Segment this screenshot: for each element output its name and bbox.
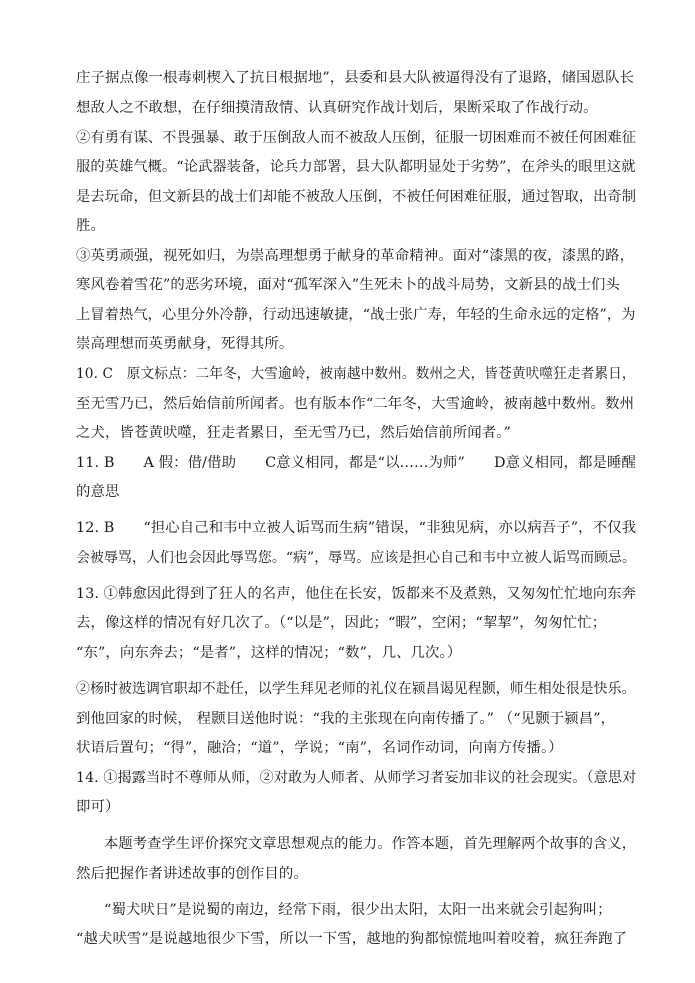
text-line: 会被辱骂，人们也会因此辱骂您。“病”，辱骂。应该是担心自己和韦中立被人诟骂而顾忌。 <box>76 550 637 566</box>
text-line: 是去玩命，但文新县的战士们却能不被敌人压倒，不被任何困难征服，通过智取，出奇制 <box>76 189 637 205</box>
text-line: “越犬吠雪”是说越地很少下雪，所以一下雪，越地的狗都惊慌地叫着咬着，疯狂奔跑了 <box>76 931 628 947</box>
explanation-line: 本题考查学生评价探究文章思想观点的能力。作答本题，首先理解两个故事的含义， <box>104 836 637 852</box>
text-line: 崇高理想而英勇献身，死得其所。 <box>76 336 294 352</box>
text-line: 即可） <box>76 799 120 815</box>
text-line: 之犬，皆苍黄吠噬，狂走者累日，至无雪乃已，然后始信前所闻者。” <box>76 425 511 441</box>
answer-14-line: 14. ①揭露当时不尊师从师，②对敢为人师者、从师学习者妄加非议的社会现实。（意思对 <box>76 770 637 786</box>
text-line: 想敌人之不敢想，在仔细摸清敌情、认真研究作战计划后，果断采取了作战行动。 <box>76 100 598 116</box>
answer-12-line: 12. B “担心自己和韦中立被人诟骂而生病”错误，“非独见病，亦以病吾子”，不仅我 <box>76 520 637 536</box>
text-line: 上冒着热气，心里分外冷静，行动迅速敏捷，“战士张广寿，年轻的生命永远的定格”，为 <box>76 307 636 323</box>
text-line: 然后把握作者讲述故事的创作目的。 <box>76 866 308 882</box>
text-line: ②有勇有谋、不畏强暴、敢于压倒敌人而不被敌人压倒，征服一切困难而不被任何困难征 <box>76 130 637 146</box>
text-line: 到他回家的时候， 程颢目送他时说：“我的主张现在向南传播了。” （“见颢于颍昌”， <box>76 711 616 727</box>
text-line: 服的英雄气概。“论武器装备，论兵力部署，县大队都明显处于劣势”，在斧头的眼里这就 <box>76 159 636 175</box>
text-line: 寒风卷着雪花”的恶劣环境，面对“孤军深入”生死未卜的战斗局势，文新县的战士们头 <box>76 277 621 293</box>
text-line: 的意思 <box>76 484 120 500</box>
text-line: 去，像这样的情况有好几次了。（“以是”，因此；“暇”，空闲；“挈挈”，匆匆忙忙； <box>76 615 607 631</box>
answer-13-line: 13. ①韩愈因此得到了狂人的名声，他住在长安，饭都来不及煮熟，又匆匆忙忙地向东奔 <box>76 586 637 602</box>
text-line: 状语后置句；“得”，融洽；“道”，学说；“南”，名词作动词，向南方传播。） <box>76 740 563 756</box>
text-line: 胜。 <box>76 218 105 234</box>
text-line: “东”，向东奔去；“是者”，这样的情况；“数”，几、几次。） <box>76 645 462 661</box>
text-line: 至无雪乃已，然后始信前所闻者。也有版本作“二年冬，大雪逾岭，被南越中数州。数州 <box>76 396 635 412</box>
text-line: 庄子据点像一根毒刺楔入了抗日根据地”，县委和县大队被逼得没有了退路，储国恩队长 <box>76 70 635 86</box>
answer-10-line: 10. C 原文标点：二年冬，大雪逾岭，被南越中数州。数州之犬，皆苍黄吠噬狂走者累日， <box>76 366 636 382</box>
answer-11-line: 11. B A 假：借/借助 C意义相同，都是“以……为师” D意义相同，都是睡醒 <box>76 455 637 471</box>
text-line: ③英勇顽强，视死如归，为崇高理想勇于献身的革命精神。面对“漆黑的夜，漆黑的路， <box>76 248 635 264</box>
text-line: ②杨时被选调官职却不赴任，以学生拜见老师的礼仪在颍昌谒见程颢，师生相处很是快乐。 <box>76 681 636 697</box>
explanation-line: “蜀犬吠日”是说蜀的南边，经常下雨，很少出太阳，太阳一出来就会引起狗叫； <box>104 902 612 918</box>
